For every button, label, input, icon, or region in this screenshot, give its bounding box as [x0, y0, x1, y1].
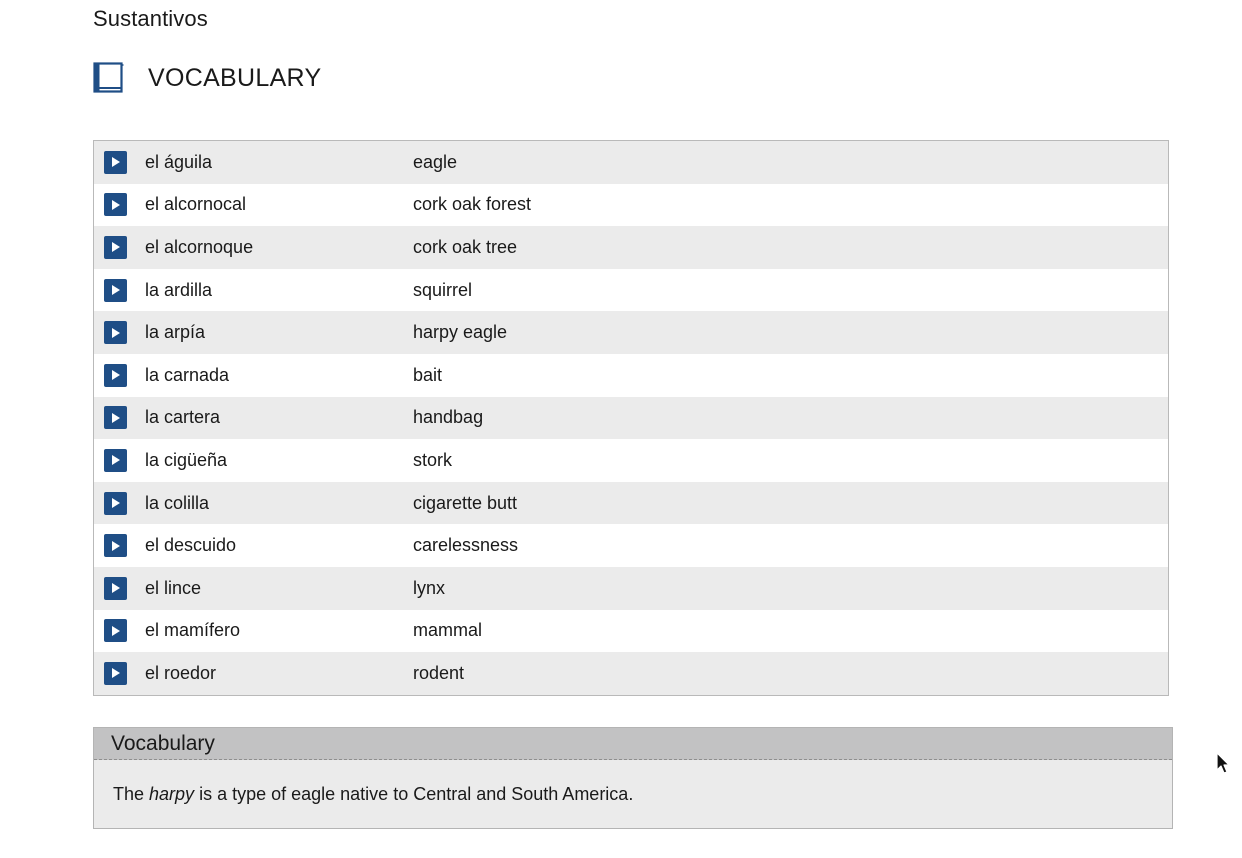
- play-icon: [111, 199, 121, 211]
- vocab-term: la carnada: [145, 364, 230, 385]
- play-icon: [111, 497, 121, 509]
- note-header: [94, 728, 1172, 760]
- play-icon: [111, 625, 121, 637]
- play-audio-button[interactable]: [104, 406, 127, 429]
- vocabulary-table: [93, 140, 1169, 696]
- note-emphasis: harpy: [149, 784, 195, 804]
- vocab-term: la cigüeña: [145, 449, 228, 470]
- vocab-row: [94, 311, 1168, 354]
- vocab-term: el lince: [145, 577, 202, 598]
- play-icon: [111, 369, 121, 381]
- vocab-row: [94, 652, 1168, 695]
- vocab-term: la colilla: [145, 492, 210, 513]
- vocab-term: el descuido: [145, 535, 237, 556]
- vocab-row: [94, 226, 1168, 269]
- vocabulary-heading-text: VOCABULARY: [148, 63, 322, 92]
- vocab-row: [94, 482, 1168, 525]
- play-audio-button[interactable]: [104, 279, 127, 302]
- vocab-row: [94, 269, 1168, 312]
- vocab-row: [94, 354, 1168, 397]
- vocab-term: la cartera: [145, 407, 221, 428]
- play-audio-button[interactable]: [104, 193, 127, 216]
- vocab-translation: handbag: [413, 407, 484, 428]
- vocab-row: [94, 567, 1168, 610]
- vocab-translation: harpy eagle: [413, 322, 508, 343]
- vocab-translation: lynx: [413, 577, 446, 598]
- vocab-term: el alcornoque: [145, 236, 254, 257]
- play-icon: [111, 156, 121, 168]
- play-audio-button[interactable]: [104, 236, 127, 259]
- vocab-row: [94, 524, 1168, 567]
- vocab-translation: carelessness: [413, 535, 519, 556]
- vocab-translation: stork: [413, 449, 453, 470]
- vocab-row: [94, 184, 1168, 227]
- play-icon: [111, 327, 121, 339]
- vocab-row: [94, 610, 1168, 653]
- play-audio-button[interactable]: [104, 662, 127, 685]
- section-title: Sustantivos: [93, 6, 208, 31]
- note-text-before: The: [113, 784, 150, 804]
- play-audio-button[interactable]: [104, 534, 127, 557]
- play-audio-button[interactable]: [104, 321, 127, 344]
- vocab-translation: cork oak tree: [413, 236, 518, 257]
- play-icon: [111, 454, 121, 466]
- book-icon: [93, 62, 125, 94]
- play-icon: [111, 241, 121, 253]
- vocab-term: el roedor: [145, 662, 217, 683]
- play-audio-button[interactable]: [104, 449, 127, 472]
- play-audio-button[interactable]: [104, 151, 127, 174]
- vocab-row: [94, 397, 1168, 440]
- vocab-translation: eagle: [413, 151, 458, 172]
- vocab-translation: cork oak forest: [413, 194, 532, 215]
- play-icon: [111, 540, 121, 552]
- play-audio-button[interactable]: [104, 619, 127, 642]
- play-icon: [111, 412, 121, 424]
- vocab-term: el mamífero: [145, 620, 241, 641]
- vocab-translation: rodent: [413, 662, 465, 683]
- vocabulary-note: [93, 727, 1173, 829]
- vocab-translation: cigarette butt: [413, 492, 518, 513]
- play-audio-button[interactable]: [104, 492, 127, 515]
- note-title: Vocabulary: [111, 731, 215, 755]
- play-audio-button[interactable]: [104, 577, 127, 600]
- vocab-row: [94, 141, 1168, 184]
- vocab-translation: bait: [413, 364, 443, 385]
- vocabulary-heading: [93, 62, 321, 94]
- play-icon: [111, 582, 121, 594]
- mouse-cursor-icon: [1215, 752, 1231, 776]
- play-audio-button[interactable]: [104, 364, 127, 387]
- vocab-term: la ardilla: [145, 279, 213, 300]
- vocab-translation: mammal: [413, 620, 483, 641]
- vocab-term: la arpía: [145, 322, 206, 343]
- play-icon: [111, 667, 121, 679]
- note-body: [94, 760, 1172, 805]
- play-icon: [111, 284, 121, 296]
- vocab-term: el alcornocal: [145, 194, 247, 215]
- vocab-translation: squirrel: [413, 279, 473, 300]
- vocab-row: [94, 439, 1168, 482]
- vocab-term: el águila: [145, 151, 213, 172]
- note-text-after: is a type of eagle native to Central and South America.: [194, 784, 634, 804]
